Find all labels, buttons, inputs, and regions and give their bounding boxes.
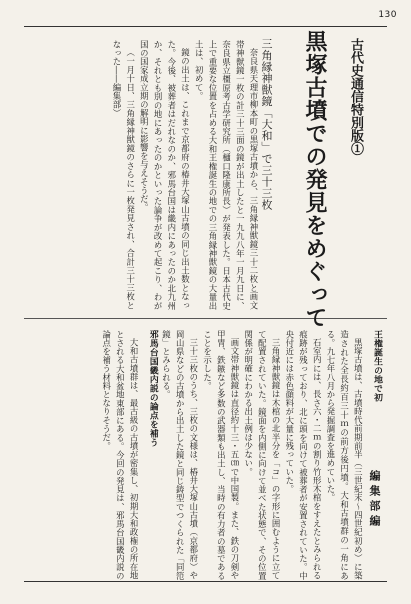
upper-paragraph-2: 鏡の出土は、これまで京都府の椿井大塚山古墳の同じ出土数となった。今後、被葬者はだれなのか、邪馬台国は畿内にあったのか北九州か、それとも別の地にあったのかといった論争が改めて起こり、わが国の国家成立期の解明に影響を与えそうだ。	[139, 40, 191, 310]
upper-text-block	[28, 40, 260, 310]
subhead-2: 邪馬台国畿内説の論点を補う	[147, 330, 158, 447]
lower-text-block	[28, 330, 383, 580]
upper-paragraph-1: 奈良県天理市柳本町の黒塚古墳から、三角縁神獣鏡三十二枚と画文帯神獣鏡一枚の計三十三面の鏡が出土したと一九九八年一月九日に、奈良県立橿原考古学研究所（樋口隆康所長）が発表した。日本古代史上で重要な位置を占める大和王権誕生の地での三角縁神獣鏡の大量出土は、初めて。	[194, 40, 259, 310]
top-rule	[24, 26, 387, 27]
lower-paragraph-2: 石室内には、長さ六・二ｍの割り竹形木棺をすえたとみられる痕跡が残っており、北に頭を向けて被葬者が安置されていた。中央付近には赤色顔料が大量に残っていた。	[284, 330, 323, 580]
editor-credit: 編集部編	[368, 470, 381, 530]
lower-paragraph-6: 大和古墳群は、最古級の古墳が密集し、初期大和政権の所在地とされる大和盆地東部にある。今回の発見は、邪馬台国畿内説の論点を補う材料となりそうだ。	[101, 330, 140, 580]
upper-paragraph-3: （一月十日、三角縁神獣鏡のさらに一枚発見され、合計三十三枚となった――編集部）	[111, 40, 136, 310]
lower-paragraph-1: 黒塚古墳は、古墳時代前期前半（三世紀末～四世紀初め）に築造された全長約百三十ｍの前方後円墳。大和古墳群の一角にある。九七年八月から発掘調査を進めていた。	[325, 330, 364, 580]
page-number: 130	[378, 10, 397, 20]
lower-paragraph-3: 三角縁神獣鏡は木棺の北半分を「コ」の字形に囲むように立てて配置されていた。鏡面を内側に向けて並べた状態で、その位置関係が明確にわかる出土例は少ない。	[243, 330, 282, 580]
article-caption: 三角縁神獣鏡「大和」で三十三枚	[260, 38, 273, 211]
article-title: 黒塚古墳での発見をめぐって	[302, 30, 328, 329]
series-label: 古代史通信特別版①	[348, 38, 363, 155]
section-divider	[24, 318, 387, 319]
subhead-1: 王権誕生の地で初	[372, 330, 382, 402]
lower-paragraph-4: 画文帯神獣鏡は直径約十三・五㎝で中国製。また、鉄の刀剣や甲冑、鉄鏃など多数の武器類も出土し、当時の有力者の墓であることを示した。	[202, 330, 240, 580]
bottom-rule	[24, 581, 387, 582]
lower-paragraph-5: 三十三枚のうち、三枚の文様は、椿井大塚山古墳（京都府）や岡山県などの古墳から出土した鏡と同じ鋳型でつくられた「同笵鏡」とみられる。	[161, 330, 199, 580]
